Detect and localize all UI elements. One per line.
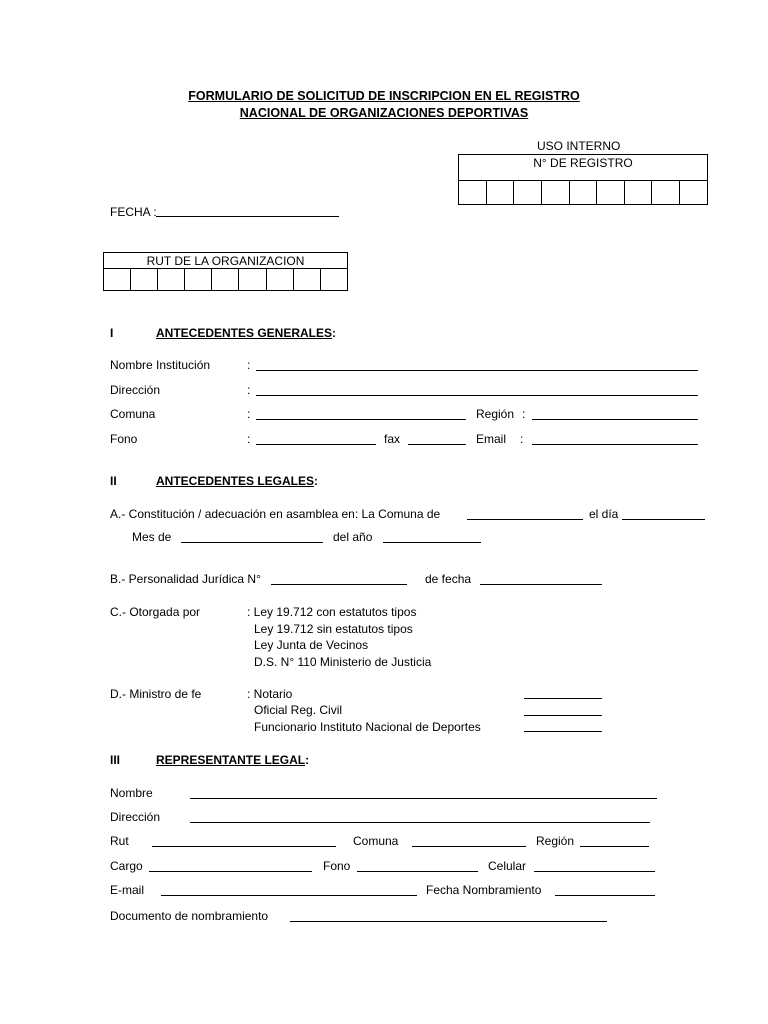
- rep-celular-label: Celular: [488, 859, 527, 873]
- fono-field[interactable]: [256, 444, 376, 445]
- rut-header: RUT DE LA ORGANIZACION: [104, 253, 348, 269]
- rep-cargo-field[interactable]: [149, 871, 312, 872]
- rep-direccion-label: Dirección: [110, 810, 161, 824]
- fono-colon: :: [247, 432, 251, 446]
- rep-comuna-field[interactable]: [412, 846, 526, 847]
- registro-box: [458, 154, 708, 205]
- personalidad-juridica-field[interactable]: [271, 584, 407, 585]
- nombre-institucion-label: Nombre Institución: [110, 358, 211, 372]
- rep-cargo-label: Cargo: [110, 859, 143, 873]
- section2-title-wrap: [156, 474, 318, 488]
- rep-fono-label: Fono: [323, 859, 351, 873]
- funcionario-ind-field[interactable]: [524, 731, 602, 732]
- de-fecha-field[interactable]: [480, 584, 602, 585]
- direccion-colon: :: [247, 383, 251, 397]
- otorgada-por-label: C.- Otorgada por: [110, 605, 201, 619]
- rut-cell[interactable]: [320, 269, 347, 291]
- fecha-field[interactable]: [156, 216, 339, 217]
- fax-field[interactable]: [408, 444, 466, 445]
- registro-cell[interactable]: [652, 181, 680, 205]
- rut-cell[interactable]: [104, 269, 131, 291]
- section3-title: REPRESENTANTE LEGAL: [156, 753, 306, 767]
- rep-rut-field[interactable]: [152, 846, 336, 847]
- rep-fono-field[interactable]: [357, 871, 478, 872]
- mes-field[interactable]: [181, 542, 323, 543]
- rut-cell[interactable]: [293, 269, 320, 291]
- registro-cell[interactable]: [597, 181, 625, 205]
- section1-title: ANTECEDENTES GENERALES: [156, 326, 333, 340]
- registro-header: N° DE REGISTRO: [459, 155, 708, 181]
- registro-cell[interactable]: [459, 181, 487, 205]
- form-title-line2: NACIONAL DE ORGANIZACIONES DEPORTIVAS: [239, 106, 529, 120]
- uso-interno-label: USO INTERNO: [537, 139, 621, 153]
- rep-documento-field[interactable]: [290, 921, 607, 922]
- registro-cell[interactable]: [624, 181, 652, 205]
- comuna-colon: :: [247, 407, 251, 421]
- region-label: Región: [476, 407, 515, 421]
- rep-rut-label: Rut: [110, 834, 129, 848]
- rut-cell[interactable]: [266, 269, 293, 291]
- registro-cell[interactable]: [680, 181, 708, 205]
- section3-title-wrap: [156, 753, 309, 767]
- rut-cell[interactable]: [212, 269, 239, 291]
- rep-email-label: E-mail: [110, 883, 145, 897]
- de-fecha-label: de fecha: [425, 572, 472, 586]
- section1-number: I: [110, 326, 114, 340]
- anio-label: del año: [333, 530, 373, 544]
- rep-documento-label: Documento de nombramiento: [110, 909, 269, 923]
- rep-nombre-label: Nombre: [110, 786, 153, 800]
- section2-number: II: [110, 474, 117, 488]
- ministro-option: Oficial Reg. Civil: [254, 703, 343, 717]
- rep-region-field[interactable]: [580, 846, 649, 847]
- rep-comuna-label: Comuna: [353, 834, 399, 848]
- rep-region-label: Región: [536, 834, 575, 848]
- fax-label: fax: [384, 432, 401, 446]
- otorgada-option: Ley Junta de Vecinos: [254, 638, 369, 652]
- rut-cell[interactable]: [158, 269, 185, 291]
- region-colon: :: [522, 407, 526, 421]
- otorgada-option: Ley 19.712 sin estatutos tipos: [254, 622, 413, 636]
- dia-label: el día: [589, 507, 619, 521]
- rut-cell[interactable]: [239, 269, 266, 291]
- region-field[interactable]: [532, 419, 698, 420]
- registro-cell[interactable]: [486, 181, 514, 205]
- section1-title-wrap: [156, 326, 336, 340]
- comuna-field[interactable]: [256, 419, 466, 420]
- comuna-label: Comuna: [110, 407, 156, 421]
- email-colon: :: [520, 432, 524, 446]
- rep-email-field[interactable]: [161, 895, 417, 896]
- section3-number: III: [110, 753, 121, 767]
- personalidad-juridica-label: B.- Personalidad Jurídica N°: [110, 572, 261, 586]
- nombre-institucion-field[interactable]: [256, 370, 698, 371]
- email-label: Email: [476, 432, 507, 446]
- email-field[interactable]: [532, 444, 698, 445]
- ministro-option: : Notario: [247, 687, 293, 701]
- registro-cell[interactable]: [514, 181, 542, 205]
- section3-colon: :: [305, 753, 310, 767]
- ministro-option: Funcionario Instituto Nacional de Deportes: [254, 720, 481, 734]
- mes-label: Mes de: [132, 530, 172, 544]
- rut-cell[interactable]: [131, 269, 158, 291]
- rut-cell[interactable]: [185, 269, 212, 291]
- ministro-de-fe-label: D.- Ministro de fe: [110, 687, 202, 701]
- rut-box: [103, 252, 348, 291]
- form-title-line1: FORMULARIO DE SOLICITUD DE INSCRIPCION EN EL REGISTRO: [188, 89, 580, 103]
- rep-fecha-nombramiento-label: Fecha Nombramiento: [426, 883, 542, 897]
- dia-field[interactable]: [622, 519, 705, 520]
- otorgada-option: D.S. N° 110 Ministerio de Justicia: [254, 655, 432, 669]
- direccion-field[interactable]: [256, 395, 698, 396]
- anio-field[interactable]: [383, 542, 481, 543]
- rep-direccion-field[interactable]: [190, 822, 650, 823]
- section2-colon: :: [314, 474, 319, 488]
- notario-field[interactable]: [524, 698, 602, 699]
- oficial-civil-field[interactable]: [524, 715, 602, 716]
- nombre-institucion-colon: :: [247, 358, 251, 372]
- rep-celular-field[interactable]: [534, 871, 655, 872]
- constitucion-label: A.- Constitución / adecuación en asamblea en: La Comuna de: [110, 507, 441, 521]
- fecha-label: FECHA :: [110, 205, 157, 219]
- fono-label: Fono: [110, 432, 138, 446]
- section2-title: ANTECEDENTES LEGALES: [156, 474, 315, 488]
- registro-cell[interactable]: [569, 181, 597, 205]
- otorgada-option: : Ley 19.712 con estatutos tipos: [247, 605, 417, 619]
- section1-colon: :: [332, 326, 337, 340]
- rep-nombre-field[interactable]: [190, 798, 657, 799]
- registro-cell[interactable]: [541, 181, 569, 205]
- comuna-constitucion-field[interactable]: [467, 519, 583, 520]
- rep-fecha-nombramiento-field[interactable]: [555, 895, 655, 896]
- direccion-label: Dirección: [110, 383, 161, 397]
